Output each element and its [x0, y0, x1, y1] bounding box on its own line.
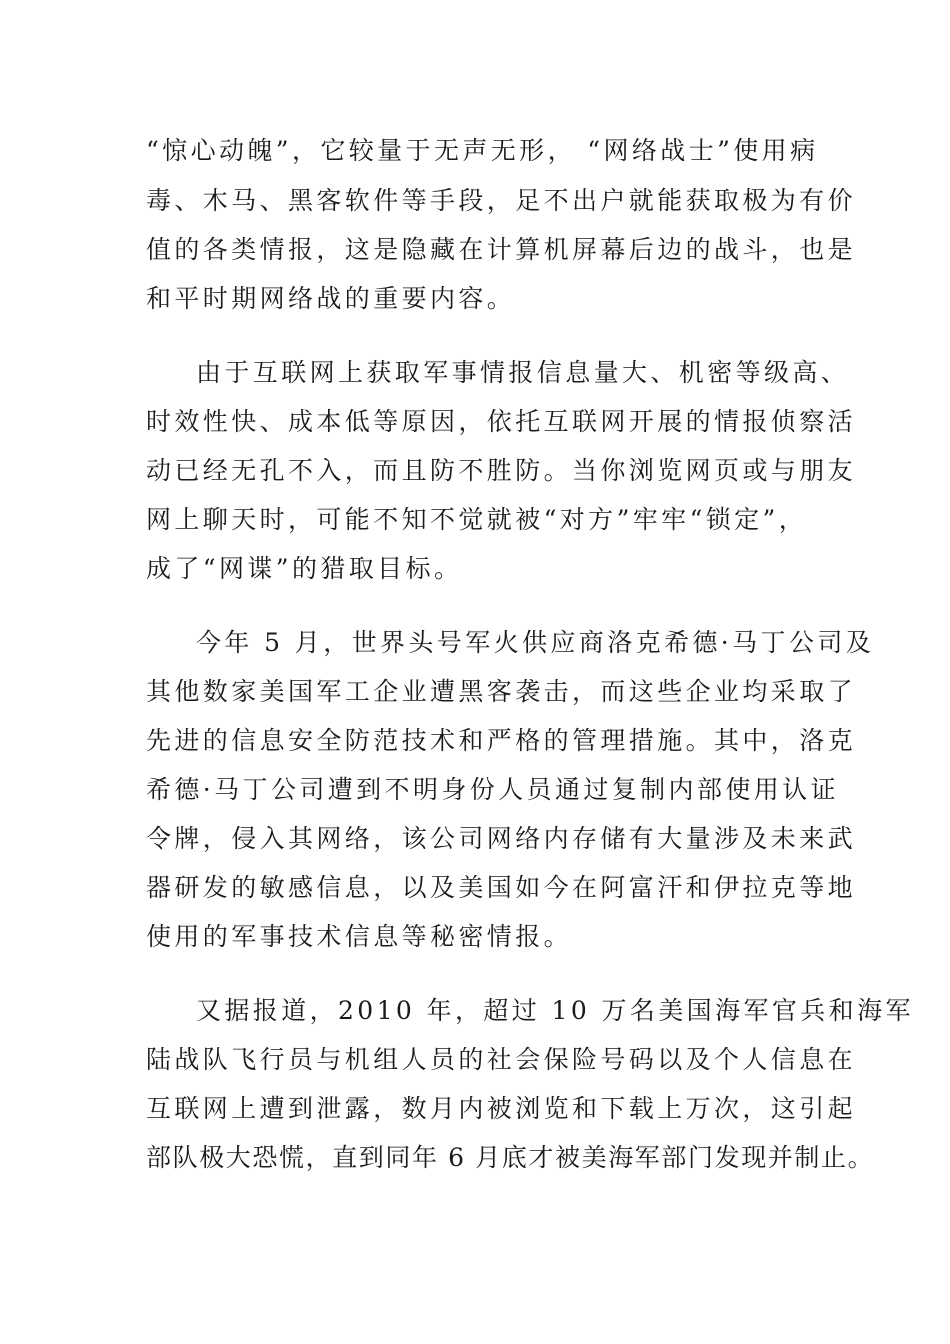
paragraph-3-line-4: 希德·马丁公司遭到不明身份人员通过复制内部使用认证 — [146, 775, 839, 804]
paragraph-3-line-3: 先进的信息安全防范技术和严格的管理措施。其中，洛克 — [146, 726, 857, 755]
paragraph-2-line-3: 动已经无孔不入，而且防不胜防。当你浏览网页或与朋友 — [146, 456, 857, 485]
paragraph-3-line-7: 使用的军事技术信息等秘密情报。 — [146, 922, 573, 951]
paragraph-2-line-4: 网上聊天时，可能不知不觉就被“对方”牢牢“锁定”， — [146, 505, 808, 534]
paragraph-3-line-1: 今年 5 月，世界头号军火供应商洛克希德·马丁公司及 — [196, 628, 875, 657]
paragraph-4-line-1: 又据报道，2010 年，超过 10 万名美国海军官兵和海军 — [196, 996, 914, 1025]
paragraph-3-line-6: 器研发的敏感信息，以及美国如今在阿富汗和伊拉克等地 — [146, 873, 857, 902]
paragraph-1-line-2: 毒、木马、黑客软件等手段，足不出户就能获取极为有价 — [146, 186, 857, 215]
paragraph-3-line-5: 令牌，侵入其网络，该公司网络内存储有大量涉及未来武 — [146, 824, 857, 853]
paragraph-2-line-2: 时效性快、成本低等原因，依托互联网开展的情报侦察活 — [146, 407, 857, 436]
paragraph-4-line-4: 部队极大恐慌，直到同年 6 月底才被美海军部门发现并制止。 — [146, 1143, 875, 1172]
paragraph-2-line-5: 成了“网谍”的猎取目标。 — [146, 554, 463, 583]
paragraph-1-line-1: “惊心动魄”，它较量于无声无形， “网络战士”使用病 — [146, 136, 819, 165]
paragraph-1-line-3: 值的各类情报，这是隐藏在计算机屏幕后边的战斗，也是 — [146, 235, 857, 264]
paragraph-4-line-3: 互联网上遭到泄露，数月内被浏览和下载上万次，这引起 — [146, 1094, 857, 1123]
paragraph-2-line-1: 由于互联网上获取军事情报信息量大、机密等级高、 — [196, 358, 850, 387]
paragraph-3-line-2: 其他数家美国军工企业遭黑客袭击，而这些企业均采取了 — [146, 677, 857, 706]
paragraph-1-line-4: 和平时期网络战的重要内容。 — [146, 284, 516, 313]
paragraph-4-line-2: 陆战队飞行员与机组人员的社会保险号码以及个人信息在 — [146, 1045, 857, 1074]
